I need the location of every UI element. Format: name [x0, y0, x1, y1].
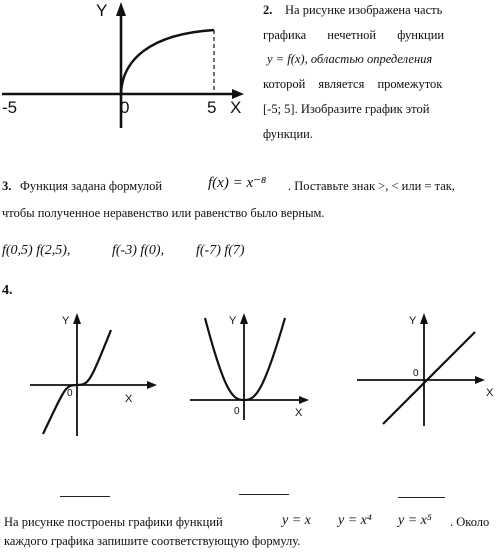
problem4-graph-2 [185, 308, 325, 428]
problem2-line-5: [-5; 5]. Изобразите график этой [263, 102, 430, 116]
graph-1-x-label: X [125, 393, 133, 405]
answer-blank-1[interactable] [60, 496, 110, 497]
tick-5: 5 [207, 98, 217, 117]
answer-blank-2[interactable] [239, 494, 289, 495]
problem2-line-3: y = f(x), областью определения [267, 52, 433, 66]
problem4-caption-line1: На рисунке построены графики функций [4, 515, 223, 529]
tick-0: 0 [120, 98, 130, 117]
graph-3-line [383, 332, 475, 424]
problem4-caption-tail: . Около [450, 515, 490, 529]
answer-blank-3[interactable] [398, 497, 445, 498]
x-axis-arrow [475, 376, 485, 384]
graph-1-origin: 0 [67, 388, 73, 399]
problem4-graph-3 [355, 308, 500, 433]
graph-2-x-label: X [295, 407, 303, 419]
problem3-after-formula: . Поставьте знак >, < или = так, [288, 179, 455, 193]
problem2-line-1: На рисунке изображена часть [285, 3, 443, 17]
tick-neg5: -5 [2, 98, 18, 117]
x-axis-arrow [147, 381, 157, 389]
problem2-graph [0, 0, 260, 130]
x-axis-arrow [299, 396, 309, 404]
graph-1-y-label: Y [62, 315, 70, 327]
problem3-line-2: чтобы полученное неравенство или равенство было верным. [2, 206, 325, 220]
problem4-caption-line2: каждого графика запишите соответствующую формулу. [4, 534, 301, 548]
formula-2: y = x⁴ [338, 513, 372, 528]
problem4-graph-1 [25, 308, 175, 438]
problem2-line-4: которой является промежуток [263, 77, 443, 91]
graph-2-curve [205, 318, 285, 400]
problem3-pair-2: f(-3) f(0), [112, 243, 165, 258]
problem3-pair-3: f(-7) f(7) [196, 243, 245, 258]
problem3-formula: f(x) = x⁻⁸ [208, 175, 267, 191]
y-axis-arrow [240, 313, 248, 324]
problem3-pair-1: f(0,5) f(2,5), [2, 243, 71, 258]
problem3-number: 3. [2, 179, 12, 193]
y-axis-arrow [420, 313, 428, 324]
graph-2-origin: 0 [234, 406, 240, 417]
y-label: Y [96, 1, 108, 20]
y-axis-arrow [116, 2, 126, 16]
formula-1: y = x [282, 513, 311, 528]
problem2-line-6: функции. [263, 127, 313, 141]
x-label: X [230, 98, 242, 117]
graph-2-y-label: Y [229, 315, 237, 327]
problem2-number: 2. [263, 3, 273, 17]
graph-3-y-label: Y [409, 315, 417, 327]
formula-3: y = x⁵ [398, 513, 432, 528]
problem3-intro: Функция задана формулой [20, 179, 163, 193]
function-curve [121, 30, 214, 94]
y-axis-arrow [73, 313, 81, 324]
problem2-line-2: графика нечетной функции [263, 28, 445, 42]
graph-3-x-label: X [486, 387, 494, 399]
graph-3-origin: 0 [413, 368, 419, 379]
problem4-number: 4. [2, 283, 13, 298]
